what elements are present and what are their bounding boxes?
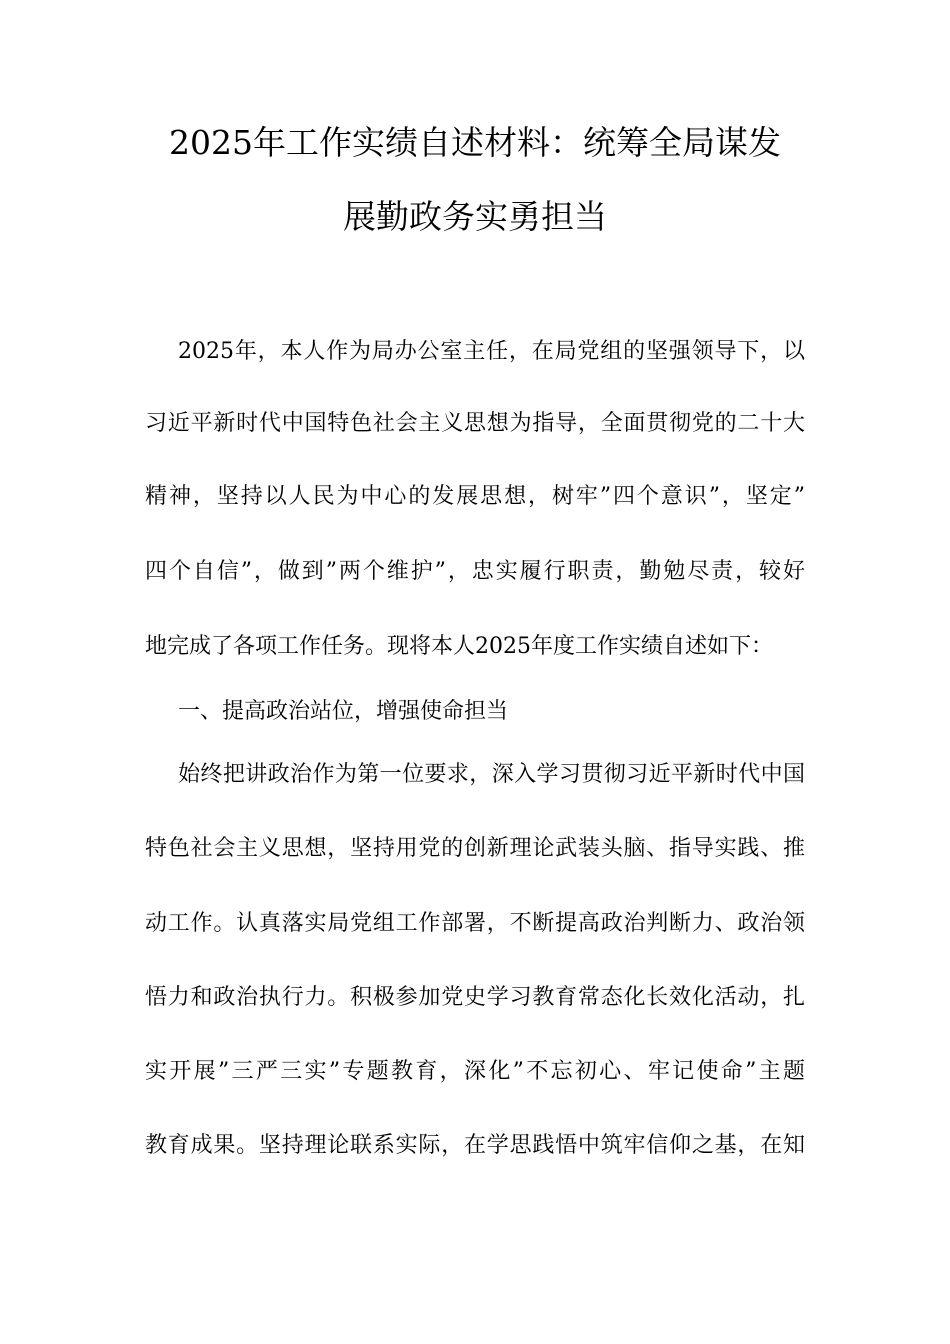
section-heading: 一、提高政治站位，增强使命担当	[178, 699, 509, 724]
document-title-line-2: 展勤政务实勇担当	[343, 197, 607, 236]
paragraph-line: 实开展”三严三实”专题教育，深化”不忘初心、牢记使命”主题	[145, 1059, 805, 1084]
paragraph-line: 习近平新时代中国特色社会主义思想为指导，全面贯彻党的二十大	[145, 411, 805, 436]
paragraph-line: 动工作。认真落实局党组工作部署，不断提高政治判断力、政治领	[145, 911, 805, 936]
paragraph-line: 教育成果。坚持理论联系实际，在学思践悟中筑牢信仰之基，在知	[145, 1133, 805, 1158]
paragraph-line: 地完成了各项工作任务。现将本人2025年度工作实绩自述如下：	[145, 634, 773, 659]
document-title-line-1: 2025年工作实绩自述材料：统筹全局谋发	[169, 123, 781, 162]
paragraph-line: 始终把讲政治作为第一位要求，深入学习贯彻习近平新时代中国	[178, 762, 805, 787]
paragraph-line: 悟力和政治执行力。积极参加党史学习教育常态化长效化活动，扎	[145, 985, 805, 1010]
paragraph-line: 精神，坚持以人民为中心的发展思想，树牢”四个意识”，坚定”	[145, 484, 805, 509]
paragraph-line: 四个自信”，做到”两个维护”，忠实履行职责，勤勉尽责，较好	[145, 559, 805, 584]
paragraph-line: 特色社会主义思想，坚持用党的创新理论武装头脑、指导实践、推	[145, 836, 805, 861]
paragraph-line: 2025年，本人作为局办公室主任，在局党组的坚强领导下，以	[178, 339, 805, 364]
